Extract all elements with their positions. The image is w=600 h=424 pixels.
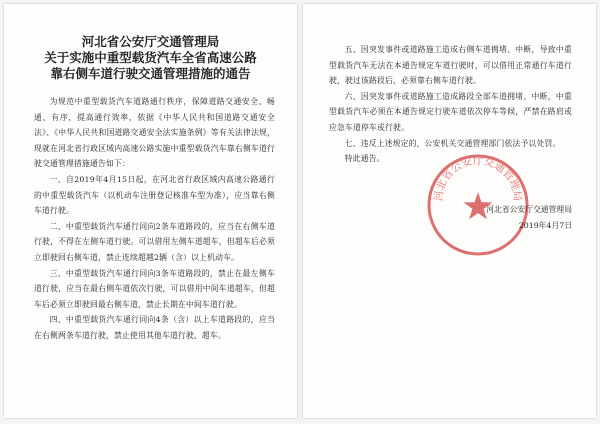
document-page-right [303,4,596,418]
notice-body-right [329,42,572,167]
signature-date: 2019年4月7日 [518,221,572,230]
clause-6: 六、因突发事件或道路施工造成路段全部车道拥堵、中断，中重型载货汽车必须在本通告规定行驶车道依次停车等候，严禁在路肩或应急车道停车或行驶。 [329,91,572,132]
title-line-1: 河北省公安厅交通管理局 [81,34,220,49]
clause-1: 一、自2019年4月15日起，在河北省行政区域内高速公路通行的中重型载货汽车（以机动车注册登记核准车型为准），应当靠右侧车道行驶。 [34,174,275,216]
clause-2: 二、中重型载货汽车通行同向2条车道路段的，应当在右侧车道行驶，不得在左侧车道行驶。可以借用左侧车道超车，但超车后必须立即驶回右侧车道，禁止连续超越2辆（含）以上机动车。 [34,221,275,262]
seal-arc-text: 河北省公安厅交通管理局 [432,155,524,202]
signature-org: 河北省公安厅交通管理局 [486,205,572,214]
clause-4: 四、中重型载货汽车通行同向4条（含）以上车道路段的，应当在右侧两条车道行驶，禁止使用其他车道行驶、超车。 [34,315,275,340]
title-line-3: 靠右侧车道行驶交通管理措施的通告 [50,66,251,81]
notice-body-left [34,94,275,344]
clause-3: 三、中重型载货汽车通行同向3条车道路段的，禁止在最左侧车道行驶，应当在最右侧车道依次行驶，可以借用中间车道超车，但超车后必须立即驶回最右侧车道，禁止长期在中间车道行驶。 [34,268,275,309]
document-page-left [4,4,297,418]
clause-7: 七、违反上述规定的，公安机关交通管理部门依法予以处罚。 [344,138,561,148]
notice-title [4,34,297,82]
intro-paragraph: 为规范中重型载货汽车道路通行秩序，保障道路交通安全、畅通、有序，提高通行效率，依据《中华人民共和国道路交通安全法》、《中华人民共和国道路交通安全法实施条例》等有关法律法规，现就在河北省行政区域内高速公路实施中重型载货汽车靠右侧车道行驶交通管理措施通告如下： [34,97,275,169]
title-line-2: 关于实施中重型载货汽车全省高速公路 [44,50,257,65]
clause-5: 五、因突发事件或道路施工造成右侧车道拥堵、中断，导致中重型载货汽车无法在本通告规定车道行驶时，可以借用正常通行车道行驶，驶过该路段后，必须靠右侧车道行驶。 [329,45,572,86]
closing-phrase: 特此通告。 [344,154,385,164]
